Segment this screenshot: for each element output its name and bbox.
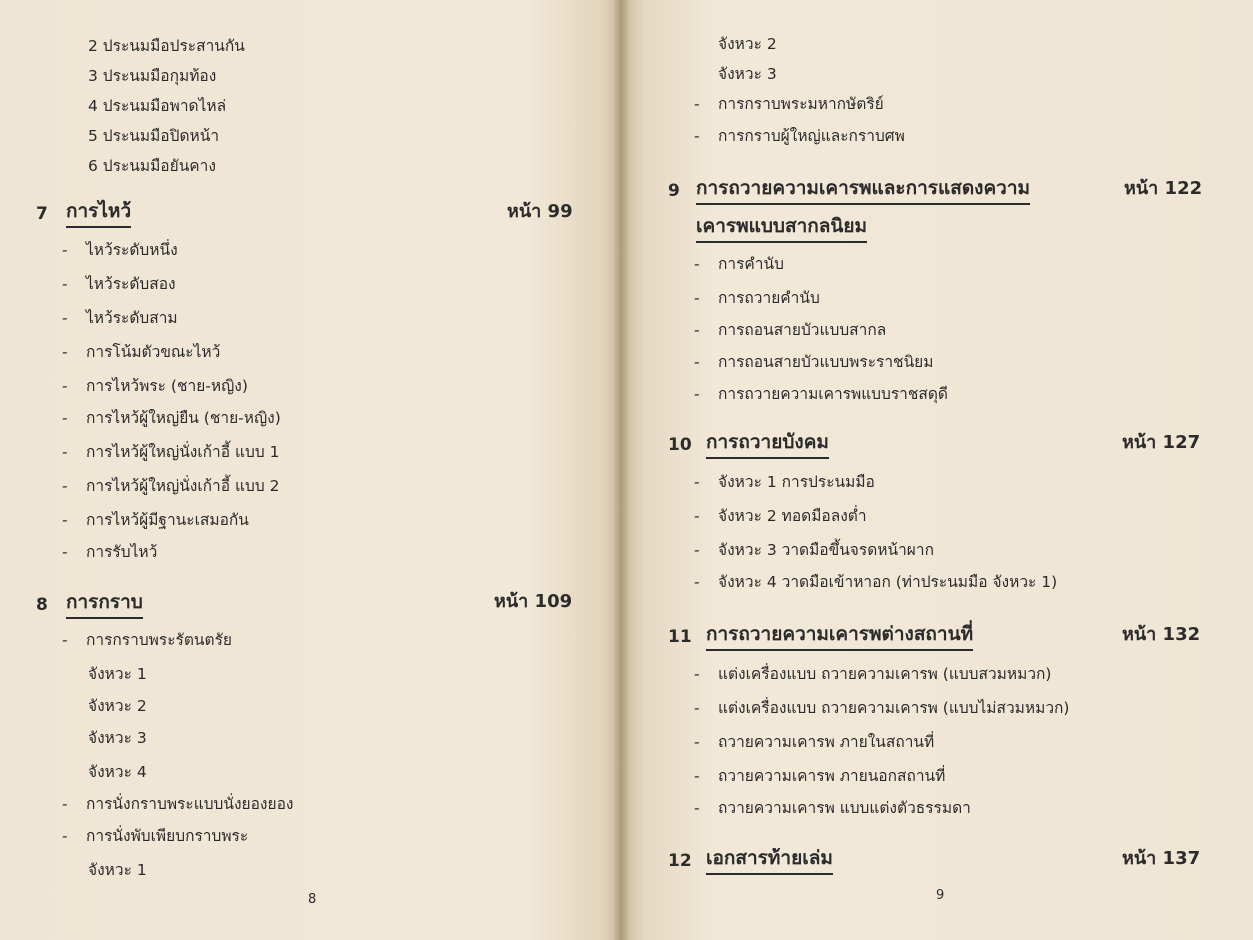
section-title: การถวายความเคารพต่างสถานที่ — [706, 622, 973, 651]
list-item: - การนั่งกราบพระแบบนั่งยองยอง — [62, 795, 294, 813]
list-item: - แต่งเครื่องแบบ ถวายความเคารพ (แบบไม่สวมหมวก) — [694, 699, 1070, 717]
book-gutter — [612, 0, 630, 940]
section-number: 12 — [668, 851, 692, 871]
section-page: หน้า 99 — [507, 201, 573, 222]
section-page: หน้า 122 — [1124, 178, 1203, 199]
section-page: หน้า 109 — [494, 591, 573, 612]
list-item: 2 ประนมมือประสานกัน — [88, 37, 245, 55]
list-item: - การโน้มตัวขณะไหว้ — [62, 343, 221, 361]
list-item: - แต่งเครื่องแบบ ถวายความเคารพ (แบบสวมหมวก) — [694, 665, 1052, 683]
list-item: - ถวายความเคารพ แบบแต่งตัวธรรมดา — [694, 799, 971, 817]
list-item: - การไหว้พระ (ชาย-หญิง) — [62, 377, 248, 395]
list-item: - การไหว้ผู้ใหญ่ยืน (ชาย-หญิง) — [62, 409, 281, 427]
section-number: 11 — [668, 627, 692, 647]
section-page: หน้า 137 — [1122, 848, 1201, 869]
section-page: หน้า 127 — [1122, 432, 1201, 453]
list-item: - ไหว้ระดับสอง — [62, 275, 176, 293]
list-item: - ถวายความเคารพ ภายนอกสถานที่ — [694, 767, 946, 785]
section-title: การกราบ — [66, 590, 143, 619]
list-item: 6 ประนมมือยันคาง — [88, 157, 216, 175]
list-item: จังหวะ 2 — [718, 35, 777, 53]
list-item: - การถอนสายบัวแบบสากล — [694, 321, 887, 339]
list-item: - การกราบผู้ใหญ่และกราบศพ — [694, 127, 905, 145]
section-title: การถวายบังคม — [706, 430, 829, 459]
list-item: - จังหวะ 1 การประนมมือ — [694, 473, 875, 491]
list-item: - จังหวะ 2 ทอดมือลงต่ำ — [694, 507, 867, 525]
page-number: 9 — [936, 888, 945, 903]
list-item: - การคำนับ — [694, 255, 784, 273]
right-page — [620, 0, 1253, 940]
list-item: - จังหวะ 4 วาดมือเข้าหาอก (ท่าประนมมือ จังหวะ 1) — [694, 573, 1058, 591]
list-item: - การไหว้ผู้ใหญ่นั่งเก้าอี้ แบบ 2 — [62, 477, 280, 495]
list-item: - ไหว้ระดับสาม — [62, 309, 178, 327]
list-item: จังหวะ 3 — [88, 729, 147, 747]
list-item: จังหวะ 2 — [88, 697, 147, 715]
list-item: 5 ประนมมือปิดหน้า — [88, 127, 220, 145]
section-title: การถวายความเคารพและการแสดงความ — [696, 176, 1030, 205]
section-title: เอกสารท้ายเล่ม — [706, 846, 833, 875]
section-number: 9 — [668, 181, 680, 201]
page-number: 8 — [308, 892, 317, 907]
list-item: - การถวายคำนับ — [694, 289, 820, 307]
list-item: - การรับไหว้ — [62, 543, 158, 561]
list-item: 3 ประนมมือกุมท้อง — [88, 67, 217, 85]
left-page — [0, 0, 620, 940]
list-item: - การไหว้ผู้มีฐานะเสมอกัน — [62, 511, 249, 529]
list-item: จังหวะ 4 — [88, 763, 147, 781]
list-item: - การกราบพระรัตนตรัย — [62, 631, 232, 649]
section-title-continued: เคารพแบบสากลนิยม — [696, 214, 867, 243]
list-item: - จังหวะ 3 วาดมือขึ้นจรดหน้าผาก — [694, 541, 934, 559]
list-item: จังหวะ 3 — [718, 65, 777, 83]
list-item: - การกราบพระมหากษัตริย์ — [694, 95, 884, 113]
list-item: จังหวะ 1 — [88, 861, 147, 879]
section-number: 10 — [668, 435, 692, 455]
section-page: หน้า 132 — [1122, 624, 1201, 645]
list-item: - การถอนสายบัวแบบพระราชนิยม — [694, 353, 934, 371]
list-item: - การถวายความเคารพแบบราชสดุดี — [694, 385, 949, 403]
list-item: จังหวะ 1 — [88, 665, 147, 683]
section-number: 8 — [36, 595, 48, 615]
list-item: - ไหว้ระดับหนึ่ง — [62, 241, 178, 259]
list-item: 4 ประนมมือพาดไหล่ — [88, 97, 227, 115]
list-item: - ถวายความเคารพ ภายในสถานที่ — [694, 733, 935, 751]
list-item: - การไหว้ผู้ใหญ่นั่งเก้าอี้ แบบ 1 — [62, 443, 280, 461]
list-item: - การนั่งพับเพียบกราบพระ — [62, 827, 249, 845]
section-number: 7 — [36, 204, 48, 224]
section-title: การไหว้ — [66, 199, 131, 228]
